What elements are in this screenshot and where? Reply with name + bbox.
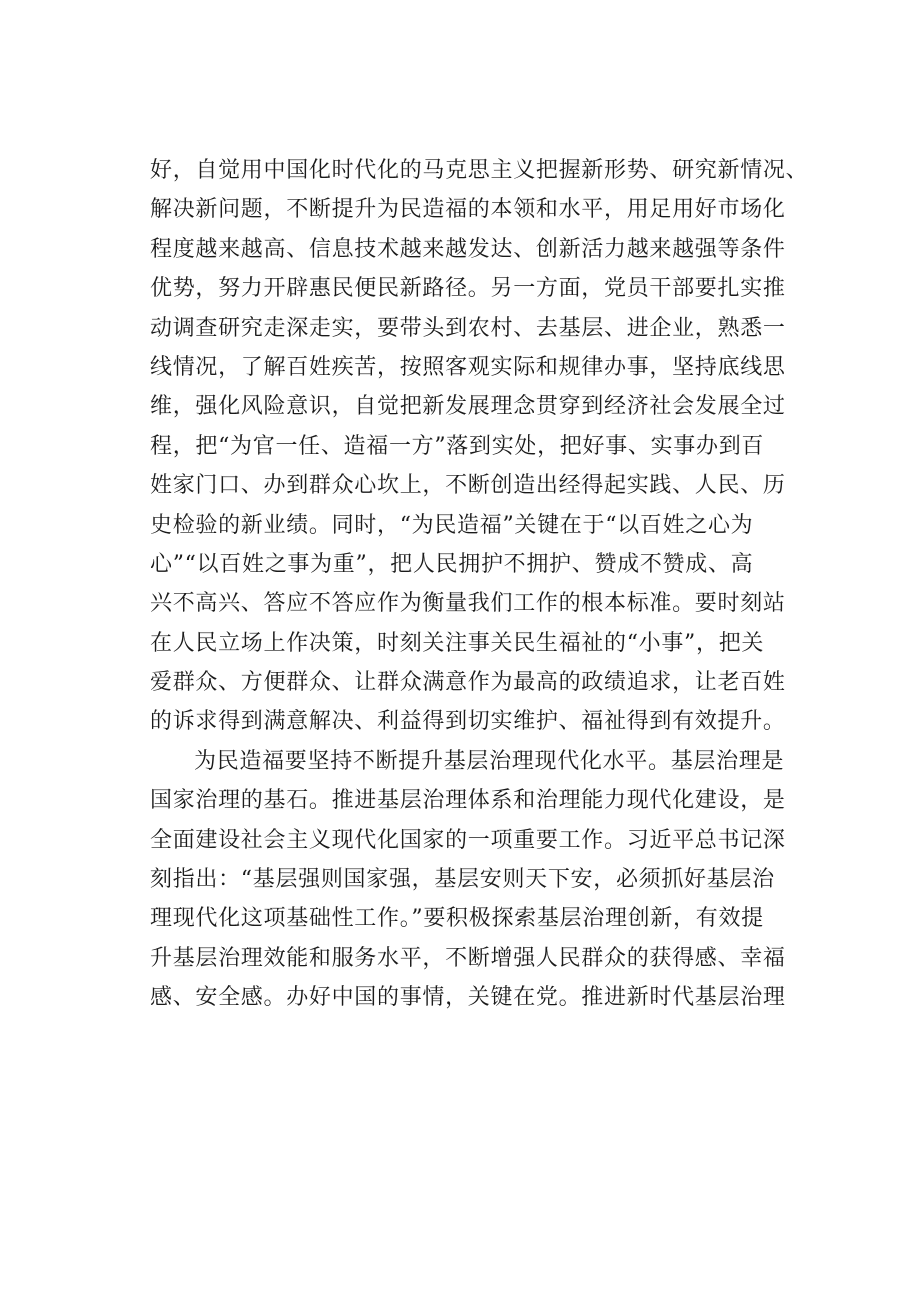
text-line: 国家治理的基石。推进基层治理体系和治理能力现代化建设，是	[150, 788, 786, 814]
text-line: 全面建设社会主义现代化国家的一项重要工作。习近平总书记深	[150, 827, 786, 853]
text-line: 程，把“为官一任、造福一方”落到实处，把好事、实事办到百	[150, 433, 765, 459]
text-line: 姓家门口、办到群众心坎上，不断创造出经得起实践、人民、历	[150, 473, 786, 499]
paragraph-start-line: 为民造福要坚持不断提升基层治理现代化水平。基层治理是	[194, 748, 785, 774]
text-line: 在人民立场上作决策，时刻关注事关民生福祉的“小事”，把关	[150, 630, 765, 656]
text-line: 史检验的新业绩。同时，“为民造福”关键在于“以百姓之心为	[150, 512, 754, 538]
text-line: 程度越来越高、信息技术越来越发达、创新活力越来越强等条件	[150, 236, 786, 262]
text-line: 解决新问题，不断提升为民造福的本领和水平，用足用好市场化	[150, 197, 786, 223]
text-line: 的诉求得到满意解决、利益得到切实维护、福祉得到有效提升。	[150, 709, 786, 735]
text-line: 爱群众、方便群众、让群众满意作为最高的政绩追求，让老百姓	[150, 670, 786, 696]
text-line: 优势，努力开辟惠民便民新路径。另一方面，党员干部要扎实推	[150, 276, 786, 302]
text-line: 线情况，了解百姓疾苦，按照客观实际和规律办事，坚持底线思	[150, 354, 786, 380]
text-line: 好，自觉用中国化时代化的马克思主义把握新形势、研究新情况、	[150, 158, 809, 183]
body-text	[150, 151, 810, 1018]
text-line: 升基层治理效能和服务水平，不断增强人民群众的获得感、幸福	[150, 945, 786, 971]
text-line: 兴不高兴、答应不答应作为衡量我们工作的根本标准。要时刻站	[150, 591, 786, 617]
text-line: 感、安全感。办好中国的事情，关键在党。推进新时代基层治理	[150, 985, 786, 1011]
text-line: 刻指出：“基层强则国家强，基层安则天下安，必须抓好基层治	[150, 867, 775, 893]
text-line: 理现代化这项基础性工作。”要积极探索基层治理创新，有效提	[150, 906, 764, 932]
text-line: 心”“以百姓之事为重”，把人民拥护不拥护、赞成不赞成、高	[150, 551, 754, 577]
text-line: 动调查研究走深走实，要带头到农村、去基层、进企业，熟悉一	[150, 315, 786, 341]
text-line: 维，强化风险意识，自觉把新发展理念贯穿到经济社会发展全过	[150, 394, 786, 420]
